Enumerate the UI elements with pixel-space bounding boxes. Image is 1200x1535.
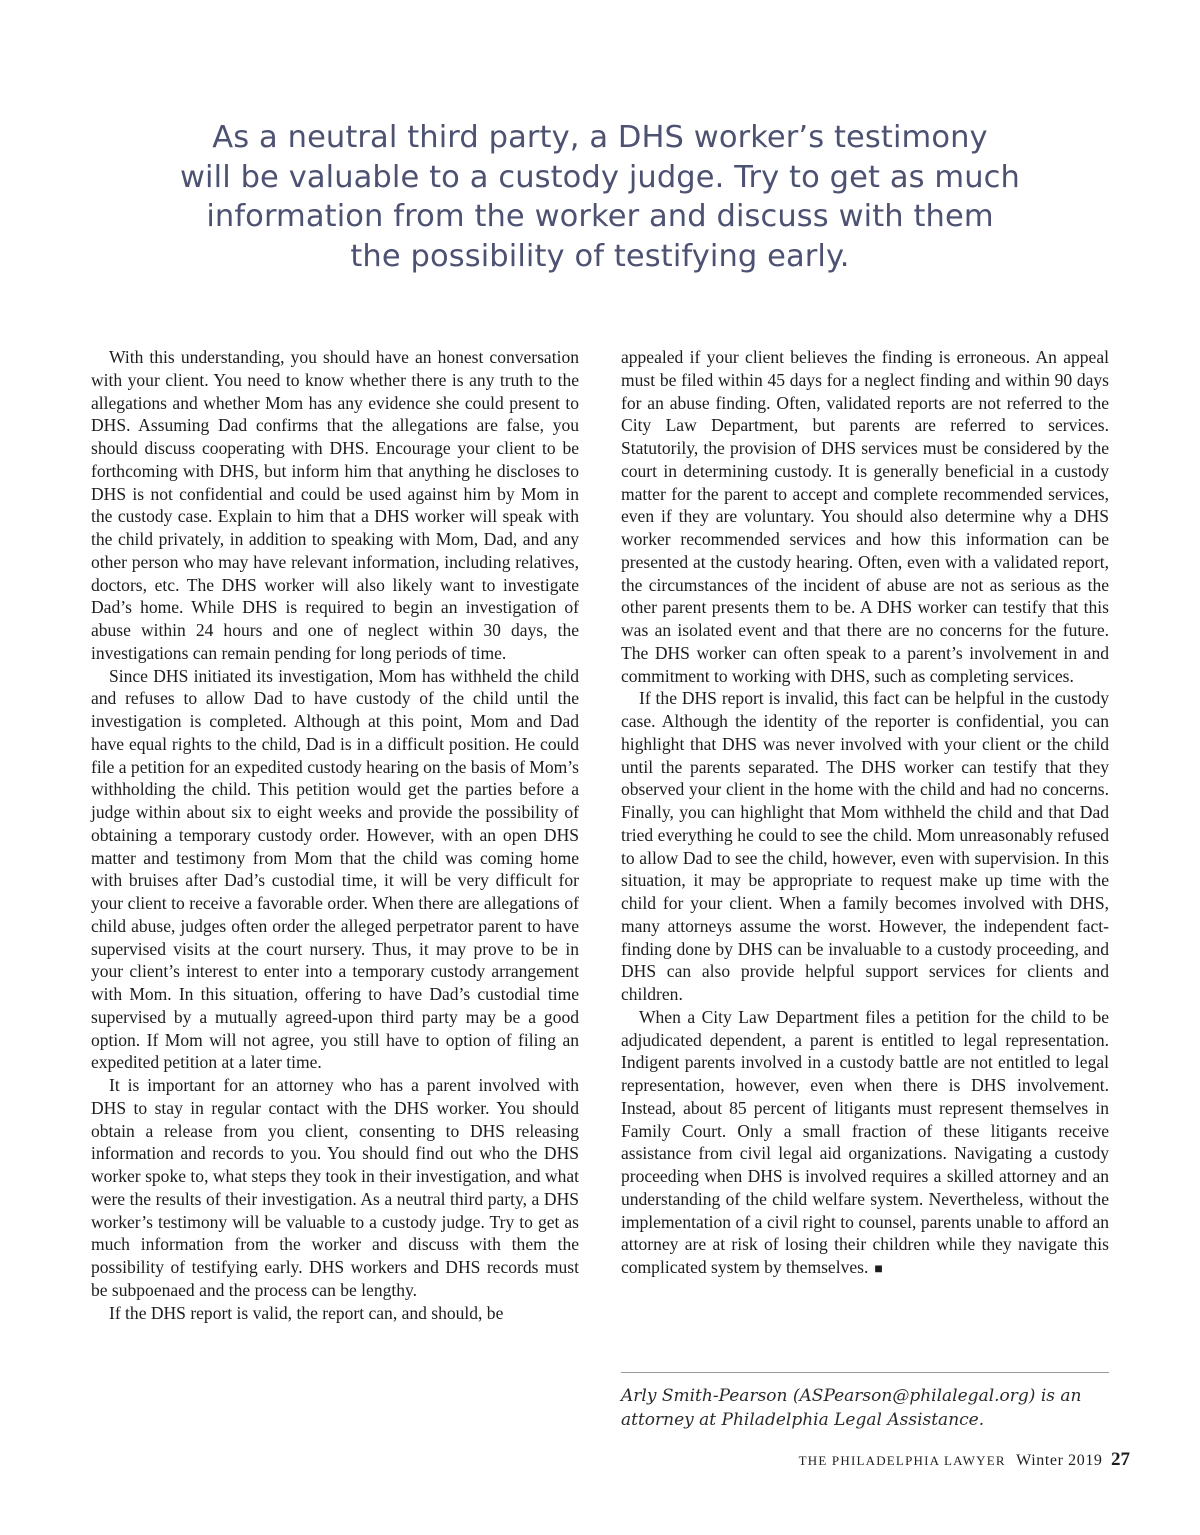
byline-line: Arly Smith-Pearson (ASPearson@philalegal.org) is an [621, 1386, 1082, 1406]
publication-name: THE PHILADELPHIA LAWYER [798, 1453, 1006, 1468]
article-paragraph-continued: appealed if your client believes the finding is erroneous. An appeal must be filed within 45 days for a neglect finding and within 90 days for an abuse finding. Often, validated reports are not referred to the City Law Department, but parents are referred to services. Statutorily, the provision of DHS services must be considered by the court in determining custody. It is generally beneficial in a custody matter for the parent to accept and complete recommended services, even if they are voluntary. You should also determine why a DHS worker recommended services and how this information can be presented at the custody hearing. Often, even with a validated report, the circumstances of the incident of abuse are not as serious as the other parent presents them to be. A DHS worker can testify that this was an isolated event and that there are no concerns for the future. The DHS worker can often speak to a parent’s involvement in and commitment to working with DHS, such as completing services. [621, 347, 1109, 686]
article-paragraph: With this understanding, you should have an honest conversation with your client. You need to know whether there is any truth to the allegations and whether Mom has any evidence she could present to DHS. Assuming Dad confirms that the allegations are false, you should discuss cooperating with DHS. Encourage your client to be forthcoming with DHS, but inform him that anything he discloses to DHS is not confidential and could be used against him by Mom in the custody case. Explain to him that a DHS worker will speak with the child privately, in addition to speaking with Mom, Dad, and any other person who may have relevant information, including relatives, doctors, etc. The DHS worker will also likely want to investigate Dad’s home. While DHS is required to begin an investigation of abuse within 24 hours and one of neglect within 30 days, the investigations can remain pending for long periods of time. [91, 347, 579, 663]
byline-line: attorney at Philadelphia Legal Assistance. [621, 1410, 985, 1430]
byline-divider [621, 1372, 1109, 1373]
end-of-article-mark: ■ [874, 1262, 883, 1277]
pull-quote-line: information from the worker and discuss with them [206, 199, 994, 234]
pull-quote [100, 118, 1100, 276]
author-byline [621, 1384, 1109, 1432]
article-paragraph: Since DHS initiated its investigation, Mom has withheld the child and refuses to allow Dad to have custody of the child until the investigation is completed. Although at this point, Mom and Dad have equal rights to the child, Dad is in a difficult position. He could file a petition for an expedited custody hearing on the basis of Mom’s withholding the child. This petition would get the parties before a judge within about six to eight weeks and provide the possibility of obtaining a temporary custody order. However, with an open DHS matter and testimony from Mom that the child was coming home with bruises after Dad’s custodial time, it will be very difficult for your client to receive a favorable order. When there are allegations of child abuse, judges often order the alleged perpetrator parent to have supervised visits at the court nursery. Thus, it may prove to be in your client’s interest to enter into a temporary custody arrangement with Mom. In this situation, offering to have Dad’s custodial time supervised by a mutually agreed-upon third party may be a good option. If Mom will not agree, you still have to option of filing an expedited petition at a later time. [91, 665, 579, 1073]
pull-quote-line: As a neutral third party, a DHS worker’s testimony [212, 120, 988, 155]
article-paragraph [621, 1006, 1109, 1282]
article-column-right [621, 346, 1109, 1282]
page-footer [799, 1449, 1130, 1471]
article-paragraph-text: When a City Law Department files a petition for the child to be adjudicated dependent, a parent is entitled to legal representation. Indigent parents involved in a custody battle are not entitled to legal representation, however, even when there is DHS involvement. Instead, about 85 percent of litigants must represent themselves in Family Court. Only a small fraction of these litigants receive assistance from civil legal aid organizations. Navigating a custody proceeding when DHS is involved requires a skilled attorney and an understanding of the child welfare system. Nevertheless, without the implementation of a civil right to counsel, parents unable to afford an attorney are at risk of losing their children while they navigate this complicated system by themselves. [621, 1006, 1109, 1277]
article-column-left [91, 346, 579, 1324]
pull-quote-line: will be valuable to a custody judge. Try to get as much [180, 159, 1020, 195]
pull-quote-line: the possibility of testifying early. [350, 238, 850, 274]
article-paragraph: If the DHS report is invalid, this fact can be helpful in the custody case. Although the identity of the reporter is confidential, you can highlight that DHS was never involved with your client or the child until the parents separated. The DHS worker can testify that they observed your client in the home with the child and had no concerns. Finally, you can highlight that Mom withheld the child and that Dad tried everything he could to see the child. Mom unreasonably refused to allow Dad to see the child, however, even with supervision. In this situation, it may be appropriate to request make up time with the child for your client. When a family becomes involved with DHS, many attorneys assume the worst. However, the independent fact-finding done by DHS can be invaluable to a custody proceeding, and DHS can also provide helpful support services for clients and children. [621, 688, 1109, 1004]
article-paragraph: It is important for an attorney who has a parent involved with DHS to stay in regular contact with the DHS worker. You should obtain a release from you client, consenting to DHS releasing information and records to you. You should find out who the DHS worker spoke to, what steps they took in their investigation, and what were the results of their investigation. As a neutral third party, a DHS worker’s testimony will be valuable to a custody judge. Try to get as much information from the worker and discuss with them the possibility of testifying early. DHS workers and DHS records must be subpoenaed and the process can be lengthy. [91, 1075, 579, 1300]
article-paragraph: If the DHS report is valid, the report can, and should, be [109, 1302, 504, 1323]
page-number: 27 [1111, 1449, 1130, 1470]
issue-date: Winter 2019 [1016, 1452, 1103, 1469]
